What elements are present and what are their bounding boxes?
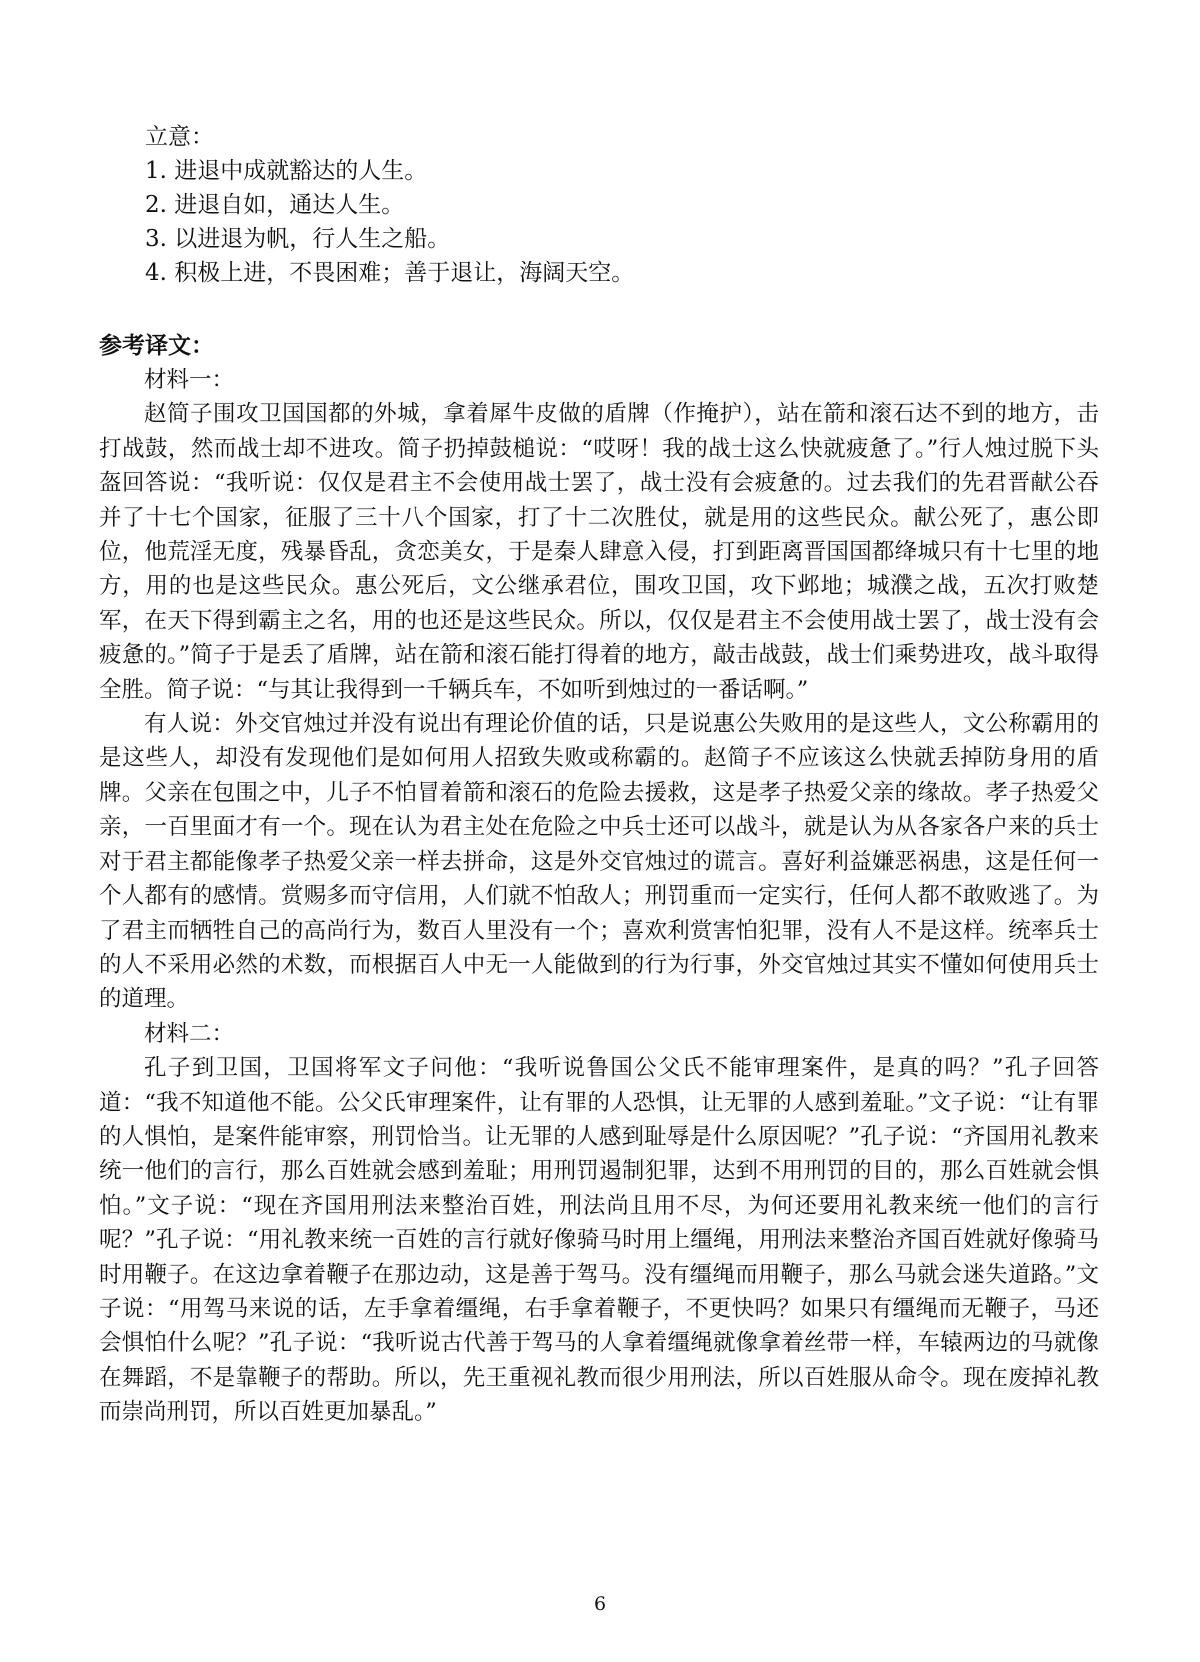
intent-point: 3. 以进退为帆，行人生之船。 [145, 226, 451, 252]
page-number: 6 [593, 1593, 607, 1615]
material-two-label: 材料二： [144, 1020, 235, 1047]
material-one-label: 材料一： [144, 367, 235, 393]
intent-point: 1. 进退中成就豁达的人生。 [145, 158, 428, 184]
intent-point: 2. 进退自如，通达人生。 [145, 192, 405, 218]
intent-heading: 立意： [145, 124, 214, 150]
intent-point: 4. 积极上进，不畏困难；善于退让，海阔天空。 [145, 260, 635, 286]
material-two-paragraph: 孔子到卫国，卫国将军文子问他：“我听说鲁国公父氏不能审理案件，是真的吗？”孔子回答道：“我不知道他不能。公父氏审理案件，让有罪的人恐惧，让无罪的人感到羞耻。”文子说：“让有罪的人惧怕，是案件能审察，刑罚恰当。让无罪的人感到耻辱是什么原因呢？”孔子说：“齐国用礼教来统一他们的言行，那么百姓就会感到羞耻；用刑罚遏制犯罪，达到不用刑罚的目的，那么百姓就会惧怕。”文子说：“现在齐国用刑法来整治百姓，刑法尚且用不尽，为何还要用礼教来统一他们的言行呢？”孔子说：“用礼教来统一百姓的言行就好像骑马时用上缰绳，用刑法来整治齐国百姓就好像骑马时用鞭子。在这边拿着鞭子在那边动，这是善于驾马。没有缰绳而用鞭子，那么马就会迷失道路。”文子说：“用驾马来说的话，左手拿着缰绳，右手拿着鞭子，不更快吗？如果只有缰绳而无鞭子，马还会惧怕什么呢？”孔子说：“我听说古代善于驾马的人拿着缰绳就像拿着丝带一样，车辕两边的马就像在舞蹈，不是靠鞭子的帮助。所以，先王重视礼教而很少用刑法，所以百姓服从命令。现在废掉礼教而崇尚刑罚，所以百姓更加暴乱。” [99, 1055, 1099, 1426]
reference-translation-title: 参考译文： [99, 332, 214, 359]
material-one-paragraph: 赵简子围攻卫国国都的外城，拿着犀牛皮做的盾牌（作掩护），站在箭和滚石达不到的地方，击打战鼓，然而战士却不进攻。简子扔掉鼓槌说：“哎呀！我的战士这么快就疲惫了。”行人烛过脱下头盔回答说：“我听说：仅仅是君主不会使用战士罢了，战士没有会疲惫的。过去我们的先君晋献公吞并了十七个国家，征服了三十八个国家，打了十二次胜仗，就是用的这些民众。献公死了，惠公即位，他荒淫无度，残暴昏乱，贪恋美女，于是秦人肆意入侵，打到距离晋国国都绛城只有十七里的地方，用的也是这些民众。惠公死后，文公继承君位，围攻卫国，攻下邺地；城濮之战，五次打败楚军，在天下得到霸主之名，用的也还是这些民众。所以，仅仅是君主不会使用战士罢了，战士没有会疲惫的。”简子于是丢了盾牌，站在箭和滚石能打得着的地方，敲击战鼓，战士们乘势进攻，战斗取得全胜。简子说：“与其让我得到一千辆兵车，不如听到烛过的一番话啊。” [99, 401, 1099, 703]
reference-translation-body [99, 363, 1099, 1430]
intent-section [145, 120, 1045, 290]
material-one-commentary-paragraph: 有人说：外交官烛过并没有说出有理论价值的话，只是说惠公失败用的是这些人，文公称霸用的是这些人，却没有发现他们是如何用人招致失败或称霸的。赵简子不应该这么快就丢掉防身用的盾牌。父亲在包围之中，儿子不怕冒着箭和滚石的危险去援救，这是孝子热爱父亲的缘故。孝子热爱父亲，一百里面才有一个。现在认为君主处在危险之中兵士还可以战斗，就是认为从各家各户来的兵士对于君主都能像孝子热爱父亲一样去拼命，这是外交官烛过的谎言。喜好利益嫌恶祸患，这是任何一个人都有的感情。赏赐多而守信用，人们就不怕敌人；刑罚重而一定实行，任何人都不敢败逃了。为了君主而牺牲自己的高尚行为，数百人里没有一个；喜欢利赏害怕犯罪，没有人不是这样。统率兵士的人不采用必然的术数，而根据百人中无一人能做到的行为行事，外交官烛过其实不懂如何使用兵士的道理。 [99, 711, 1099, 1013]
